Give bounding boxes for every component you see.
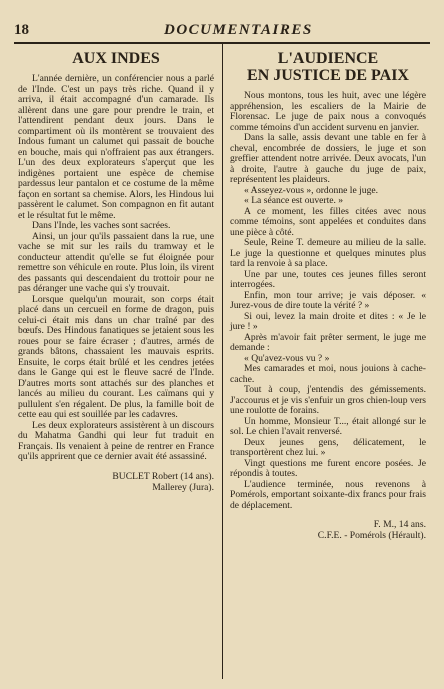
left-paragraph: Les deux explorateurs assistèrent à un discours du Mahatma Gandhi qui leur fut traduit en Français. Ils venaient à peine de rentrer en France qu'ils apprirent que ce dernier avait été assassiné.	[18, 419, 214, 462]
column-divider	[222, 44, 223, 679]
left-paragraph: L'année dernière, un conférencier nous a parlé de l'Inde. C'est un pays très riche. Quand il y arriva, il était accompagné d'un camarade. Ils allèrent dans une gare pour prendre le train, et l'attendirent pendant deux jours. Dans le compartiment où ils montèrent se trouvaient des Indous fumant un calumet qui passait de bouche en bouche, mais qui n'offraient pas aux étrangers. L'un des deux explorateurs s'aperçut que les indigènes portaient une espèce de chemise pardessus leur pantalon et ce costume de la même façon en sortant sa chemise. Alors, les Hindous lui passèrent le calumet. Son compagnon en fit autant et le résultat fut le même.	[18, 73, 214, 221]
right-paragraph: Tout à coup, j'entendis des gémissements. J'accourus et je vis s'enfuir un gros chien-loup vers une roulotte de forains.	[230, 384, 426, 416]
right-article	[230, 46, 426, 541]
left-signature	[18, 471, 214, 493]
page-number: 18	[14, 22, 29, 38]
right-title-line: L'AUDIENCE	[277, 50, 379, 67]
right-paragraph: Une par une, toutes ces jeunes filles seront interrogées.	[230, 268, 426, 290]
page-header	[14, 22, 430, 40]
right-author-location: C.F.E. - Pomérols (Hérault).	[317, 530, 426, 541]
right-paragraph: « Asseyez-vous », ordonne le juge.	[244, 184, 379, 196]
left-article-title: AUX INDES	[72, 50, 160, 67]
right-paragraph: A ce moment, les filles citées avec nous comme témoins, sont appelées et conduites dans une pièce à côté.	[230, 205, 426, 238]
right-paragraph: Deux jeunes gens, délicatement, le transportèrent chez lui. »	[230, 436, 426, 458]
right-paragraph: L'audience terminée, nous revenons à Pomérols, emportant soixante-dix francs pour frais de déplacement.	[230, 478, 426, 511]
right-paragraph: Si oui, levez la main droite et dites : « Je le jure ! »	[230, 310, 426, 332]
right-paragraph: Enfin, mon tour arrive; je vais déposer. « Jurez-vous de dire toute la vérité ? »	[230, 289, 426, 311]
right-paragraph: Vingt questions me furent encore posées. Je répondis à toutes.	[230, 457, 426, 479]
section-title: DOCUMENTAIRES	[164, 22, 313, 38]
right-paragraph: Après m'avoir fait prêter serment, le juge me demande :	[230, 331, 426, 353]
right-paragraph: Mes camarades et moi, nous jouions à cache-cache.	[230, 363, 426, 385]
right-paragraph: Dans la salle, assis devant une table en fer à cheval, encombrée de dossiers, le juge et son greffier attendent notre arrivée. Deux avocats, l'un à droite, l'autre à gauche du juge de paix, représentent les plaideurs.	[230, 132, 426, 185]
left-paragraph: Lorsque quelqu'un mourait, son corps était placé dans un cercueil en forme de dragon, puis celui-ci était mis dans un char traîné par des bœufs. Des Hindous fanatiques se jetaient sous les roues pour se faire écraser ; d'autres, armés de grands bâtons, chassaient les mauvais esprits. Ensuite, le corps était brûlé et les cendres jetées dans le Gange qui est le fleuve sacré de l'Inde. D'autres morts sont attachés sur des planches et lancés au milieu du courant. Les caïmans qui y pullulent s'en régalent. De plus, la famille boit de cette eau qui est souillée par les cadavres.	[18, 293, 214, 420]
right-paragraph: Nous montons, tous les huit, avec une légère appréhension, les escaliers de la Mairie de Florensac. Le juge de paix nous a convoqués comme témoins d'un accident survenu en janvier.	[230, 90, 426, 133]
left-author-location: Mallerey (Jura).	[152, 481, 214, 493]
right-paragraph: « Qu'avez-vous vu ? »	[244, 352, 330, 364]
left-article	[18, 46, 214, 493]
right-paragraph: Un homme, Monsieur T..., était allongé sur le sol. Le chien l'avait renversé.	[230, 415, 426, 437]
right-article-title	[230, 50, 426, 84]
right-paragraph: Seule, Reine T. demeure au milieu de la salle. Le juge la questionne et quelques minutes plus tard la renvoie à sa place.	[230, 237, 426, 269]
right-title-line: EN JUSTICE DE PAIX	[247, 67, 409, 84]
right-signature	[230, 519, 426, 541]
left-paragraph: Ainsi, un jour qu'ils passaient dans la rue, une vache se mit sur les rails du tramway et le conducteur attendit qu'elle se fut éloignée pour remettre son véhicule en route. Plus loin, ils virent des passants qui descendaient du trottoir pour ne pas déranger une vache qui s'y trouvait.	[18, 230, 214, 294]
right-author: F. M., 14 ans.	[373, 519, 426, 530]
right-paragraph: « La séance est ouverte. »	[244, 195, 344, 206]
left-author: BUCLET Robert (14 ans).	[112, 470, 214, 482]
left-paragraph: Dans l'Inde, les vaches sont sacrées.	[32, 220, 171, 231]
